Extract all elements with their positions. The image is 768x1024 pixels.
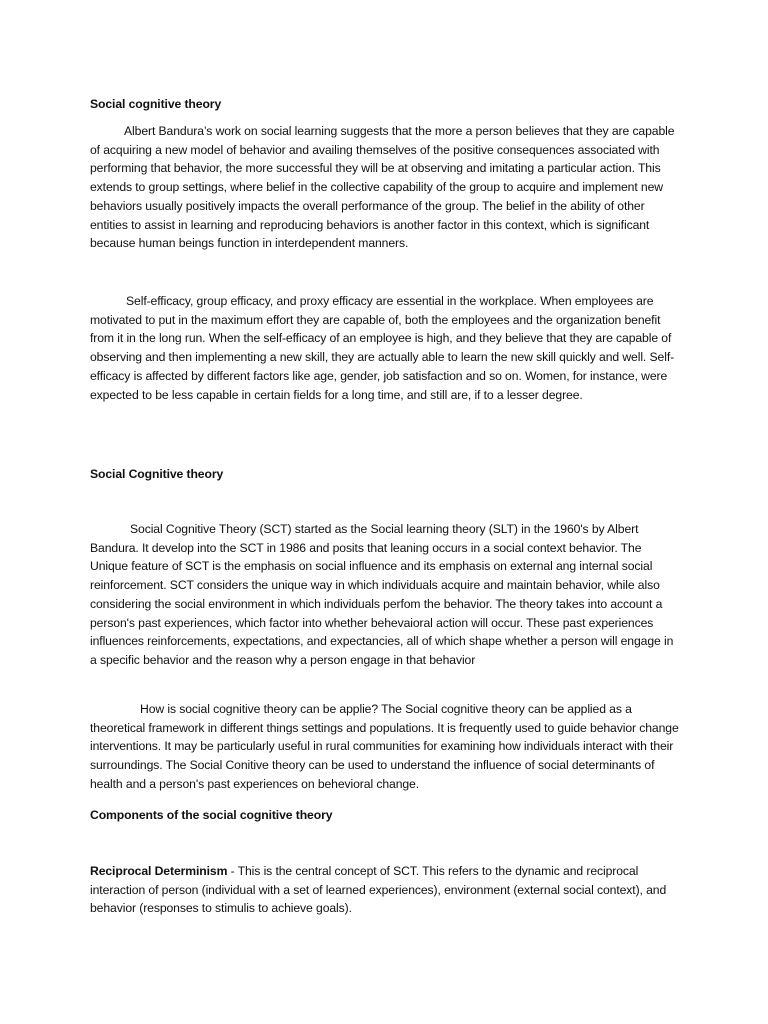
heading-components: Components of the social cognitive theory	[90, 808, 333, 822]
term-reciprocal-determinism: Reciprocal Determinism	[90, 864, 228, 878]
paragraph-bandura-social-learning: Albert Bandura’s work on social learning suggests that the more a person believes that they are capable of acquiring a new model of behavior and availing themselves of the positive consequences associated with performing that behavior, the more successful they will be at observing and imitating a particular action. This extends to group settings, where belief in the collective capability of the group to acquire and implement new behaviors usually positively impacts the overall performance of the group. The belief in the ability of other entities to assist in learning and reproducing behaviors is another factor in this context, which is significant because human beings function in interdependent manners.	[90, 124, 675, 251]
reciprocal-determinism-definition: - This is the central concept of SCT. This refers to the dynamic and reciprocal interaction of person (individual with a set of learned experiences), environment (external social context), and behavior (responses to stimulis to achieve goals).	[90, 864, 667, 916]
paragraph-sct-application: How is social cognitive theory can be applie? The Social cognitive theory can be applied as a theoretical framework in different things settings and populations. It is frequently used to guide behavior change interventions. It may be particularly useful in rural communities for examining how individuals interact with their surroundings. The Social Conitive theory can be used to understand the influence of social determinants of health and a person's past experiences on behevioral change.	[90, 702, 679, 791]
heading-social-cognitive-theory-2: Social Cognitive theory	[90, 467, 224, 481]
heading-social-cognitive-theory: Social cognitive theory	[90, 97, 222, 111]
paragraph-sct-origins: Social Cognitive Theory (SCT) started as the Social learning theory (SLT) in the 1960's by Albert Bandura. It develop into the SCT in 1986 and posits that leaning occurs in a social context behavior. The Unique feature of SCT is the emphasis on social influence and its emphasis on external ang internal social reinforcement. SCT considers the unique way in which individuals acquire and maintain behavior, while also considering the social environment in which individuals perfom the behavior. The theory takes into account a person's past experiences, which factor into whether behevaioral action will occur. These past experiences influences reinforcements, expectations, and expectancies, all of which shape whether a person will engage in a specific behavior and the reason why a person engage in that behavior	[90, 522, 674, 667]
paragraph-self-efficacy: Self-efficacy, group efficacy, and proxy efficacy are essential in the workplace. When employees are motivated to put in the maximum effort they are capable of, both the employees and the organization benefit from it in the long run. When the self-efficacy of an employee is high, and they believe that they are capable of observing and then implementing a new skill, they are actually able to learn the new skill quickly and well. Self-efficacy is affected by different factors like age, gender, job satisfaction and so on. Women, for instance, were expected to be less capable in certain fields for a long time, and still are, if to a lesser degree.	[90, 294, 675, 402]
paragraph-reciprocal-determinism	[90, 862, 680, 918]
